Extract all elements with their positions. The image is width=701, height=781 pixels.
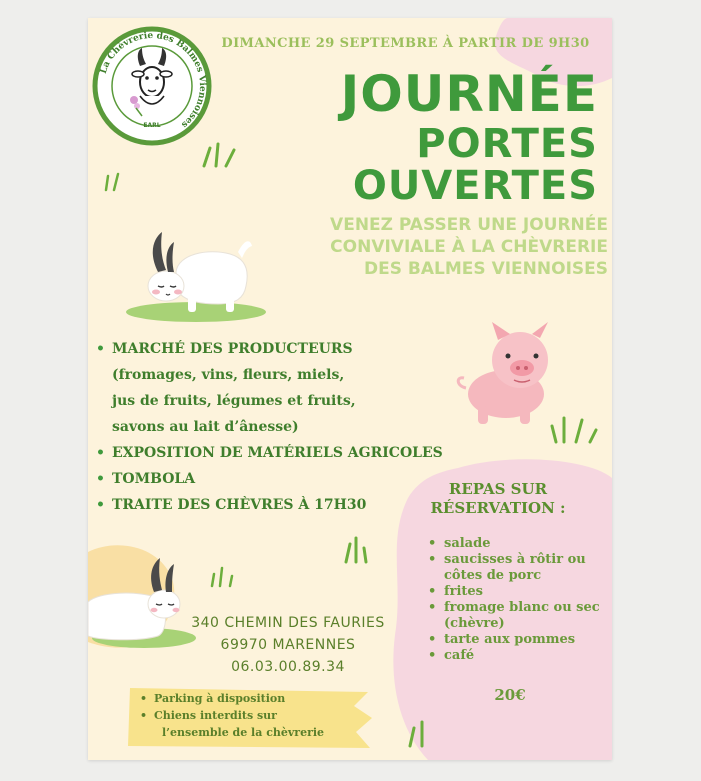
repas-title	[408, 480, 588, 518]
address-phone: 06.03.00.89.34	[231, 659, 345, 675]
info-chiens-line-1: Chiens interdits sur	[154, 709, 277, 722]
list-item: • café	[428, 648, 608, 664]
info-parking: Parking à disposition	[154, 692, 286, 705]
subtitle	[268, 214, 608, 280]
goat-lying-icon	[88, 552, 198, 652]
activity-marche-detail-1: (fromages, vins, fleurs, miels,	[112, 367, 345, 383]
grass-tuft-icon	[342, 534, 372, 564]
grass-tuft-icon	[208, 566, 236, 588]
info-chiens-line-2: l’ensemble de la chèvrerie	[162, 726, 325, 739]
activity-tombola: TOMBOLA	[112, 471, 196, 487]
list-item	[140, 690, 380, 707]
logo-small-text: EARL	[143, 122, 161, 129]
list-item	[94, 336, 484, 440]
list-item	[140, 707, 380, 724]
subtitle-line-1: VENEZ PASSER UNE JOURNÉE	[330, 215, 608, 235]
title-line-3: OUVERTES	[352, 163, 598, 209]
grass-tuft-icon	[200, 142, 240, 168]
repas-title-line-2: RÉSERVATION :	[430, 499, 566, 517]
subtitle-line-3: DES BALMES VIENNOISES	[364, 259, 608, 279]
poster	[88, 18, 612, 760]
address-city: 69970 MARENNES	[220, 637, 356, 653]
list-item: • salade	[428, 536, 608, 552]
grass-tuft-icon	[102, 170, 126, 192]
list-item: • fromage blanc ou sec (chèvre)	[428, 600, 608, 632]
repas-menu-list	[428, 536, 608, 664]
list-item: • tarte aux pommes	[428, 632, 608, 648]
repas-price: 20€	[494, 686, 526, 704]
svg-text:La Chèvrerie des Balmes Vienno: La Chèvrerie des Balmes Viennoises	[98, 30, 208, 130]
list-item: • frites	[428, 584, 608, 600]
activity-marche-detail-2: jus de fruits, légumes et fruits,	[112, 393, 356, 409]
list-item: • saucisses à rôtir ou côtes de porc	[428, 552, 608, 584]
activity-exposition: EXPOSITION DE MATÉRIELS AGRICOLES	[112, 445, 443, 461]
activity-marche-detail-3: savons au lait d’ânesse)	[112, 419, 299, 435]
grass-tuft-icon	[406, 718, 436, 748]
activity-marche: MARCHÉ DES PRODUCTEURS	[112, 341, 353, 357]
title-line-2: PORTES	[416, 121, 598, 167]
list-item	[94, 440, 484, 466]
info-list	[140, 690, 380, 724]
repas-title-line-1: REPAS SUR	[448, 480, 548, 498]
address-street: 340 CHEMIN DES FAURIES	[191, 615, 385, 631]
title-line-1: JOURNÉE	[340, 65, 598, 123]
subtitle-line-2: CONVIVIALE À LA CHÈVRERIE	[330, 237, 608, 257]
event-date: DIMANCHE 29 SEPTEMBRE À PARTIR DE 9H30	[221, 36, 590, 51]
activity-traite: TRAITE DES CHÈVRES À 17H30	[112, 497, 367, 513]
goat-grazing-icon	[118, 228, 268, 324]
address-block	[188, 612, 388, 678]
logo-ring-text-path	[92, 26, 212, 146]
